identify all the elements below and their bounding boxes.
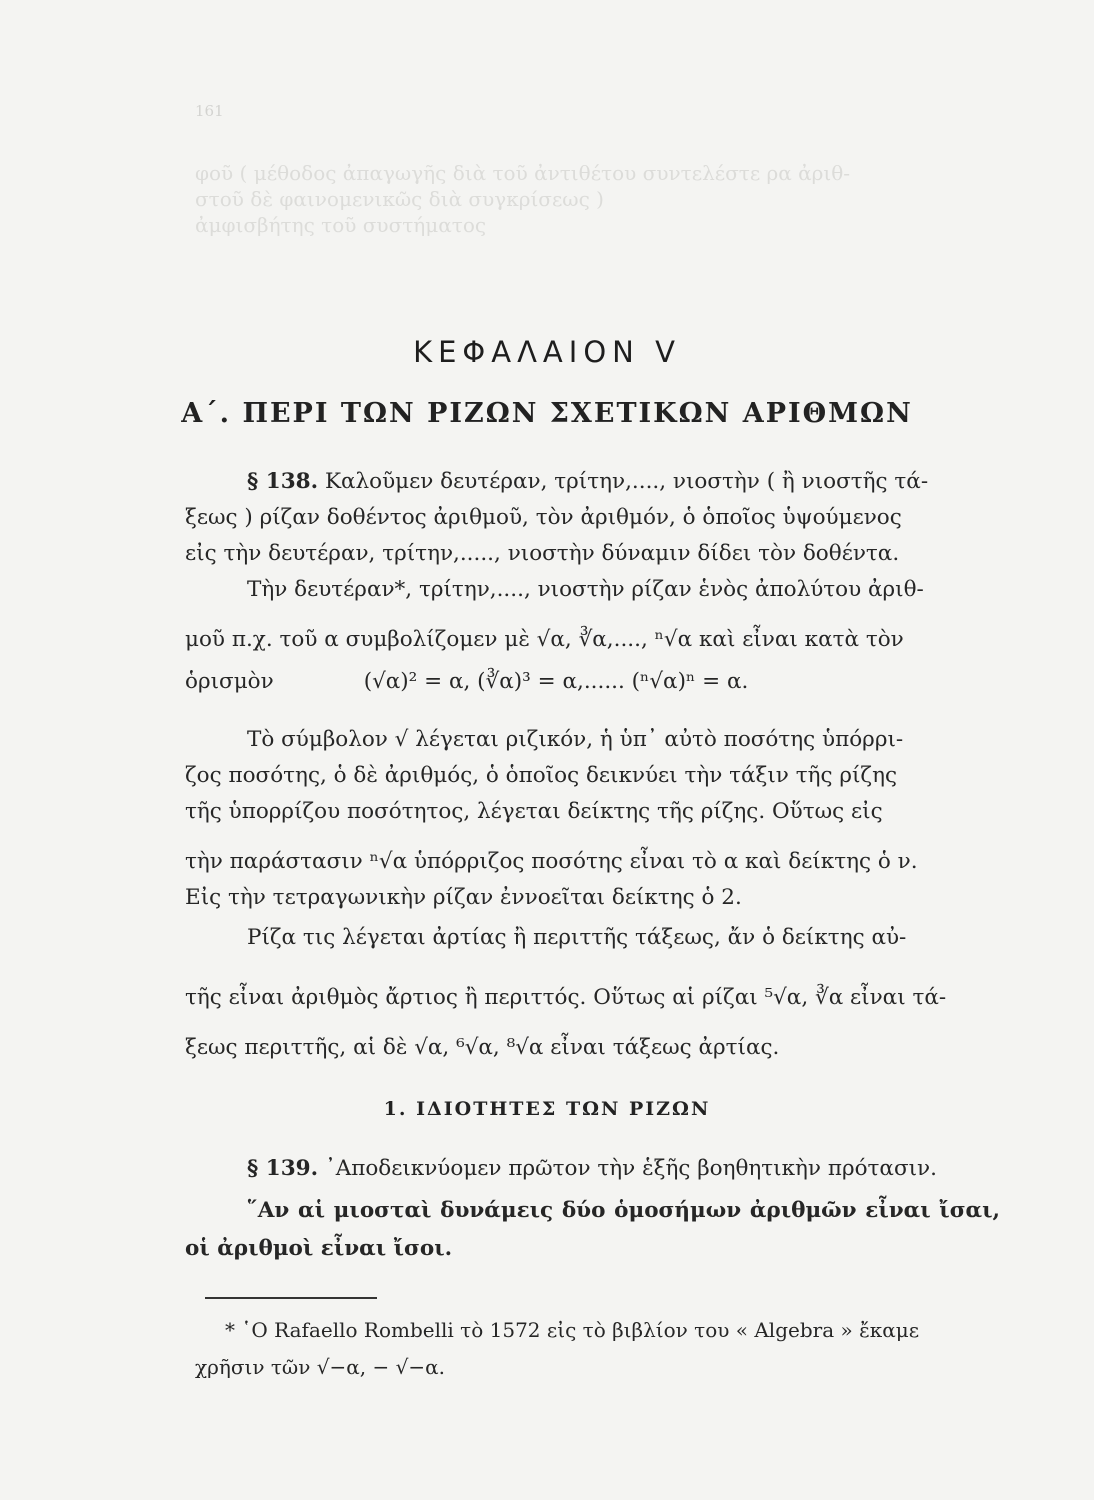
paragraph-root-order [185,920,1000,1066]
symbol-line-5: Εἰς τὴν τετραγωνικὴν ρίζαν ἐννοεῖται δείκτης ὁ 2. [185,885,742,910]
symbol-line-2: ζος ποσότης, ὁ δὲ ἀριθμός, ὁ ὁποῖος δεικνύει τὴν τάξιν τῆς ρίζης [185,763,898,788]
footnote-divider [205,1297,377,1299]
theorem-statement: ῞Αν αἱ μιοσταὶ δυνάμεις δύο ὁμοσήμων ἀριθμῶν εἶναι ἴσαι, οἱ ἀριθμοὶ εἶναι ἴσοι. [185,1198,1000,1261]
section-title: Α΄. ΠΕΡΙ ΤΩΝ ΡΙΖΩΝ ΣΧΕΤΙΚΩΝ ΑΡΙΘΜΩΝ [181,398,913,429]
section-mark-139: § 139. [247,1156,319,1181]
section-mark-138: § 138. [247,469,319,494]
bleed-line: στοῦ δὲ φαινομενικῶς διὰ συγκρίσεως ) [195,187,604,211]
bleed-line: φοῦ ( μέθοδος ἀπαγωγῆς διὰ τοῦ ἀντιθέτου συντελέστε ρα ἀριθ- [195,161,851,185]
para139-text: ᾿Αποδεικνύομεν πρῶτον τὴν ἑξῆς βοηθητικὴν πρότασιν. [324,1156,937,1181]
footnote-line-1: * ῾Ο Rafaello Rombelli τὸ 1572 εἰς τὸ βιβλίον του « Algebra » ἔκαμε [225,1318,920,1342]
symbol-line-4: τὴν παράστασιν ⁿ√α ὑπόρριζος ποσότης εἶναι τὸ α καὶ δείκτης ὁ ν. [185,849,918,874]
order-line-2: τῆς εἶναι ἀριθμὸς ἄρτιος ἢ περιττός. Οὕτως αἱ ρίζαι ⁵√α, ∛α εἶναι τά- [185,985,947,1010]
footnote-line-2: χρῆσιν τῶν √−α, − √−α. [195,1355,445,1379]
definition-label: ὁρισμὸν [185,669,274,694]
footnote [195,1312,1000,1386]
para138-line-1: Καλοῦμεν δευτέραν, τρίτην,...., νιοστὴν ( ἢ νιοστῆς τά- [324,469,929,494]
order-line-3: ξεως περιττῆς, αἱ δὲ √α, ⁶√α, ⁸√α εἶναι τάξεως ἀρτίας. [185,1035,780,1060]
order-line-1: Ρίζα τις λέγεται ἀρτίας ἢ περιττῆς τάξεως, ἄν ὁ δείκτης αὐ- [247,925,907,950]
paragraph-138 [185,464,1000,700]
para138-line-2: ξεως ) ρίζαν δοθέντος ἀριθμοῦ, τὸν ἀριθμόν, ὁ ὁποῖος ὑψούμενος [185,505,902,530]
symbol-line-1: Τὸ σύμβολον √ λέγεται ριζικόν, ἡ ὑπ᾽ αὐτὸ ποσότης ὑπόρρι- [247,727,904,752]
paragraph-radical-symbol [185,722,1000,916]
chapter-title: ΚΕΦΑΛΑΙΟΝ V [413,335,681,369]
symbol-line-3: τῆς ὑπορρίζου ποσότητος, λέγεται δείκτης τῆς ρίζης. Οὕτως εἰς [185,799,883,824]
para138-line-3: εἰς τὴν δευτέραν, τρίτην,....., νιοστὴν δύναμιν δίδει τὸν δοθέντα. [185,541,900,566]
paragraph-139 [185,1150,1000,1268]
definition-formula: (√α)² = α, (∛α)³ = α,...... (ⁿ√α)ⁿ = α. [363,669,749,694]
subsection-title: 1. ΙΔΙΟΤΗΤΕΣ ΤΩΝ ΡΙΖΩΝ [383,1098,711,1120]
bleed-through-page-number: 161 [195,102,224,120]
para138-line-5: μοῦ π.χ. τοῦ α συμβολίζομεν μὲ √α, ∛α,...., ⁿ√α καὶ εἶναι κατὰ τὸν [185,627,904,652]
bleed-line: ἀμφισβήτης τοῦ συστήματος [195,213,487,237]
bleed-through-text [195,160,985,238]
para138-line-4: Τὴν δευτέραν*, τρίτην,...., νιοστὴν ρίζαν ἑνὸς ἀπολύτου ἀριθ- [247,577,924,602]
